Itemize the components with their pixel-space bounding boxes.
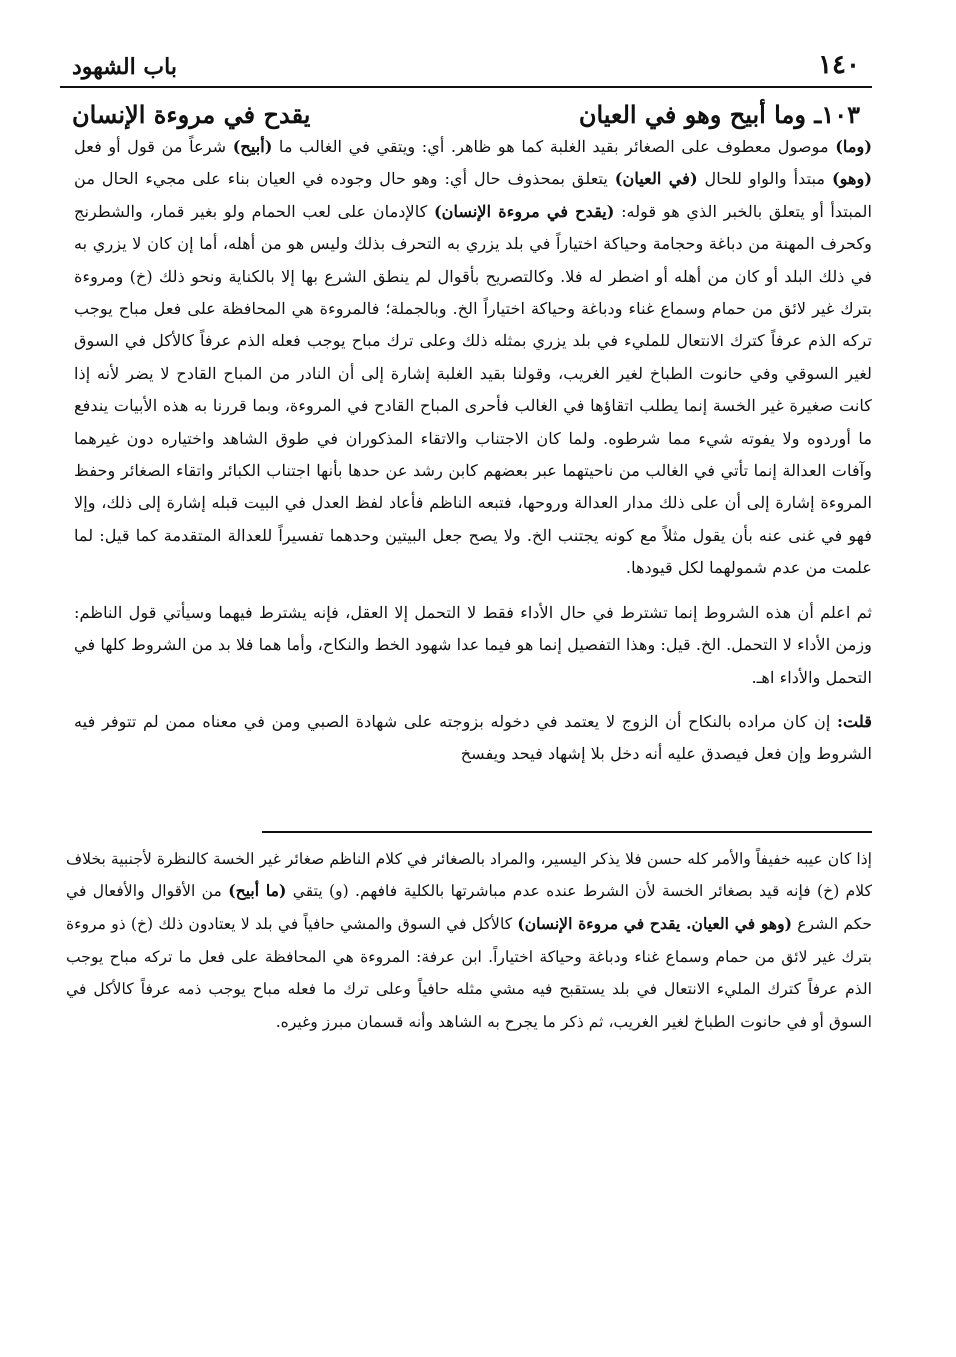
commentary-text — [60, 131, 872, 771]
verse-hemistich-1: ١٠٣ـ وما أبيح وهو في العيان — [578, 100, 860, 129]
text-run: شرعاً من قول أو فعل — [74, 137, 233, 156]
text-run: إن كان مراده بالنكاح أن الزوج لا يعتمد في دخوله بزوجته على شهادة الصبي ومن في معناه ممن لم تتوفر فيه الشروط وإن فعل فيصدق عليه أنه دخل بلا إشهاد فيحد ويفسخ — [74, 711, 872, 764]
commentary-paragraph — [74, 131, 872, 585]
text-run: (وما) — [835, 137, 872, 156]
text-run: (يقدح في مروءة الإنسان) — [433, 201, 615, 221]
page-number: ١٤٠ — [818, 50, 860, 80]
text-run: كالإدمان على لعب الحمام ولو بغير قمار، والشطرنج وكحرف المهنة من دباغة وحجامة وحياكة اختياراً في بلد يزري به التحرف بذلك وليس هو من أهله، أما إن كان لا يزري به في ذلك البلد أو كان من أهله أو اضطر له فلا. وكالتصريح بأقوال لم ينطق الشرع بها إلا بالكناية ونحو ذلك (خ) ومروءة بترك غير لائق من حمام وسماع غناء ودباغة وحياكة اختياراً الخ. وبالجملة؛ فالمروءة هي المحافظة على فعل مباح يوجب تركه الذم عرفاً كترك الانتعال للمليء في بلد يزري بمثله ذلك وعلى ترك مباح يوجب فعله الذم عرفاً كالأكل في السوق لغير السوقي وفي حانوت الطباخ لغير الغريب، وقولنا بقيد الغلبة إشارة إلى أن النادر من المباح القادح لا يضر لأنه إذا كانت صغيرة غير الخسة إنما يطلب اتقاؤها في الغالب فأحرى المباح القادح في المروءة، وبما قررنا به هذه الأبيات يندفع ما أوردوه ولا يفوته شيء مما شرطوه. ولما كان الاجتناب والاتقاء المذكوران في طوق الشاهد واختياره دون غيرهما وآفات العدالة إنما تأتي في الغالب من ناحيتهما عبر بعضهم كابن رشد عن حدها بأنها اجتناب الكبائر واتقاء الصغائر وحفظ المروءة إشارة إلى أن على ذلك مدار العدالة وروحها، فتبعه الناظم فأعاد لفظ العدل في البيت قبله إشارة إلى ذلك، وإلا فهو في غنى عنه بأن يقول مثلاً مع كونه يجتنب الخ. ولا يصح جعل البيتين وحدهما تفسيراً للعدالة المتقدمة كما قيل: لما علمت من عدم شمولهما لكل قيودها. — [74, 201, 872, 578]
text-run: إذا كان عيبه خفيفاً والأمر كله حسن فلا يذكر اليسير، والمراد بالصغائر في كلام الناظم صغائر غير الخسة كالنظرة لأجنبية بخلاف كلام (خ) فإنه قيد بصغائر الخسة لأن الشرط عنده عدم مباشرتها بالكلية فافهم. (و) يتقي — [66, 849, 873, 901]
text-run: مبتدأ والواو للحال — [697, 169, 832, 189]
text-run: ثم اعلم أن هذه الشروط إنما تشترط في حال الأداء فقط لا التحمل إلا العقل، فإنه يشترط فيهما وسيأتي قول الناظم: وزمن الأداء لا التحمل. الخ. قيل: وهذا التفصيل إنما هو فيما عدا شهود الخط والنكاح، وأما هما فلا بد من الشروط كلها في التحمل والأداء اهـ. — [74, 602, 872, 687]
text-run: قلت: — [837, 711, 872, 731]
verse-hemistich-2: يقدح في مروءة الإنسان — [72, 100, 311, 129]
text-run: موصول معطوف على الصغائر بقيد الغلبة كما هو ظاهر. أي: ويتقي في الغالب ما — [272, 137, 836, 156]
footnote-paragraph — [66, 843, 872, 1039]
text-run: كالأكل في السوق والمشي حافياً في بلد لا يعتادون ذلك (خ) ذو مروءة بترك غير لائق من حمام وسماع غناء ودباغة وحياكة اختياراً. ابن عرفة: المروءة هي المحافظة على فعل ما تركه مباح يوجب الذم عرفاً كترك المليء الانتعال في بلد يستقبح فيه مشي مثله حافياً وعلى ترك ما فعله مباح يوجب ذمه عرفاً كالأكل في السوق أو في حانوت الطباخ لغير الغريب، ثم ذكر ما يجرح به الشاهد وأنه قسمان مبرز وغيره. — [66, 914, 872, 1031]
chapter-title: باب الشهود — [72, 54, 177, 80]
commentary-paragraph — [74, 597, 872, 694]
text-run: (أبيح) — [232, 137, 273, 156]
text-run: يتعلق بمحذوف حال أي: وهو حال وجوده في العيان بناء على مجيء الحال من المبتدأ أو يتعلق بالخبر الذي هو قوله: — [74, 169, 872, 221]
text-run: (ما أبيح) — [228, 881, 287, 901]
commentary-paragraph — [74, 706, 872, 771]
text-run: (في العيان) — [614, 169, 698, 189]
text-run: من الأقوال والأفعال في حكم الشرع — [66, 882, 872, 933]
footnotes — [60, 843, 872, 1039]
footnote-separator — [262, 831, 872, 833]
running-header — [60, 36, 872, 88]
text-run: (وهو) — [831, 169, 872, 189]
verse-line — [60, 100, 872, 129]
text-run: (وهو في العيان. يقدح في مروءة الإنسان) — [517, 913, 793, 933]
